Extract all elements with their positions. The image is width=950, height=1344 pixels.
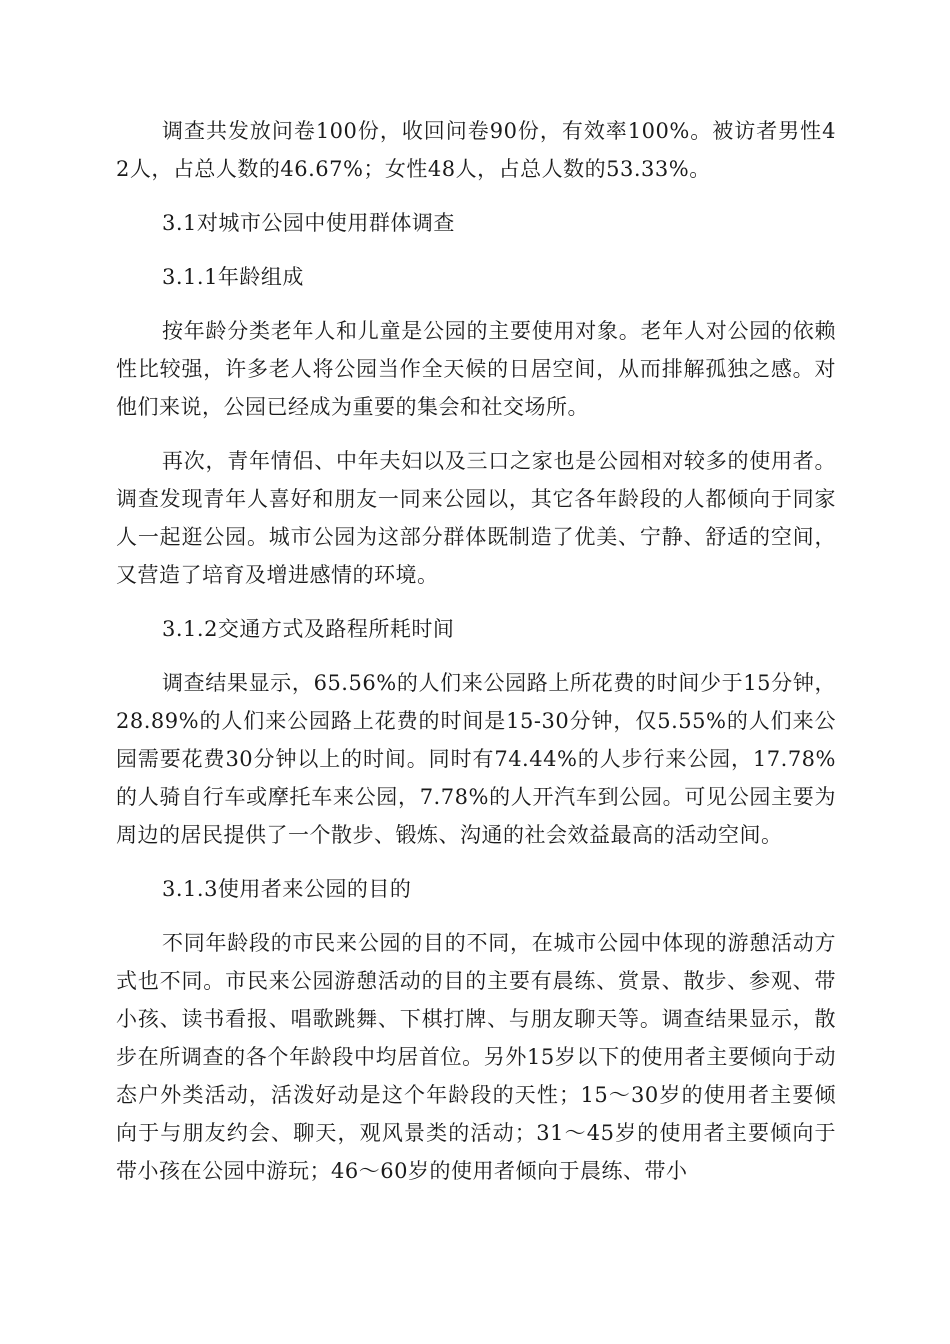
paragraph-young-couples: 再次，青年情侣、中年夫妇以及三口之家也是公园相对较多的使用者。调查发现青年人喜好和朋友一同来公园以，其它各年龄段的人都倾向于同家人一起逛公园。城市公园为这部分群体既制造了优美、宁静、舒适的空间，又营造了培育及增进感情的环境。 <box>116 449 836 587</box>
subsection-heading-3-1-3: 3.1.3使用者来公园的目的 <box>162 877 412 901</box>
paragraph-survey-summary: 调查共发放问卷100份，收回问卷90份，有效率100%。被访者男性42人，占总人数的46.67%；女性48人，占总人数的53.33%。 <box>116 119 836 181</box>
subsection-heading-3-1-1: 3.1.1年龄组成 <box>162 265 304 289</box>
paragraph-purpose: 不同年龄段的市民来公园的目的不同，在城市公园中体现的游憩活动方式也不同。市民来公园游憩活动的目的主要有晨练、赏景、散步、参观、带小孩、读书看报、唱歌跳舞、下棋打牌、与朋友聊天等。调查结果显示，散步在所调查的各个年龄段中均居首位。另外15岁以下的使用者主要倾向于动态户外类活动，活泼好动是这个年龄段的天性；15～30岁的使用者主要倾向于与朋友约会、聊天，观风景类的活动；31～45岁的使用者主要倾向于带小孩在公园中游玩；46～60岁的使用者倾向于晨练、带小 <box>116 931 836 1183</box>
paragraph-age-composition: 按年龄分类老年人和儿童是公园的主要使用对象。老年人对公园的依赖性比较强，许多老人将公园当作全天候的日居空间，从而排解孤独之感。对他们来说，公园已经成为重要的集会和社交场所。 <box>116 319 836 419</box>
subsection-heading-3-1-2: 3.1.2交通方式及路程所耗时间 <box>162 617 455 641</box>
document-page <box>116 112 836 1206</box>
section-heading-3-1: 3.1对城市公园中使用群体调查 <box>162 211 455 235</box>
paragraph-transport: 调查结果显示，65.56%的人们来公园路上所花费的时间少于15分钟，28.89%的人们来公园路上花费的时间是15-30分钟，仅5.55%的人们来公园需要花费30分钟以上的时间。同时有74.44%的人步行来公园，17.78%的人骑自行车或摩托车来公园，7.78%的人开汽车到公园。可见公园主要为周边的居民提供了一个散步、锻炼、沟通的社会效益最高的活动空间。 <box>116 671 836 847</box>
